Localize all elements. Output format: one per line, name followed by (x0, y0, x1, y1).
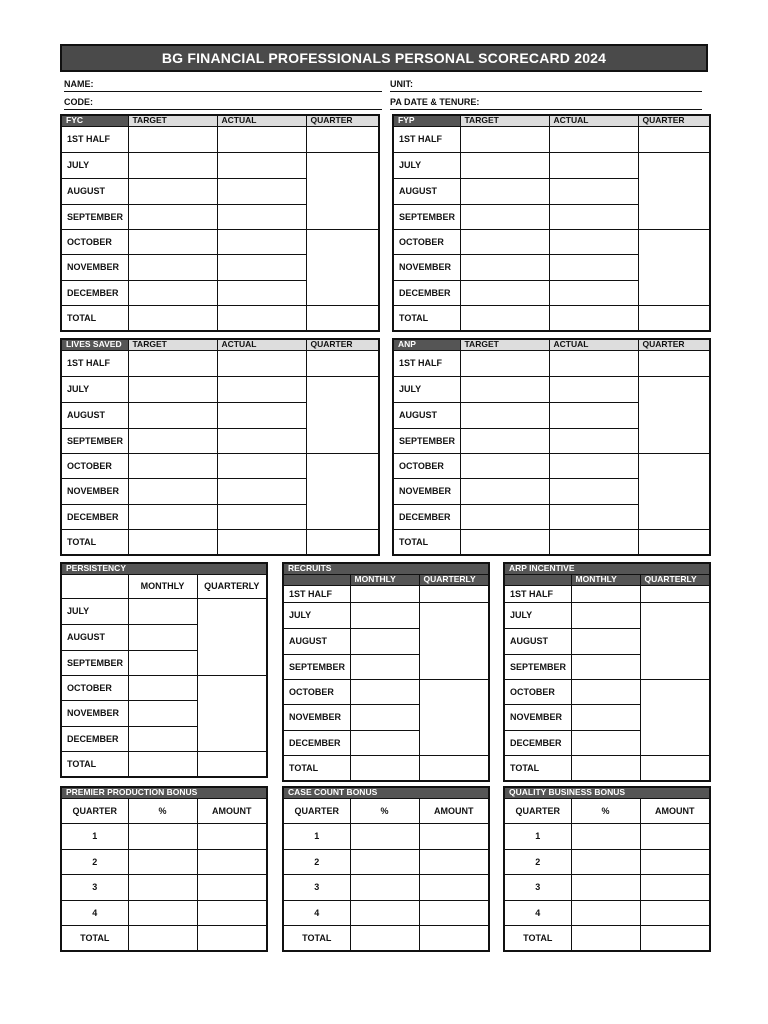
row-label: DECEMBER (504, 730, 571, 755)
fyc-header: FYC (61, 115, 128, 126)
target-header: TARGET (460, 339, 549, 350)
percent-cell[interactable] (128, 874, 197, 900)
quarterly-cell[interactable] (640, 602, 710, 679)
target-cell[interactable] (460, 453, 549, 478)
amount-header: AMOUNT (419, 798, 489, 823)
actual-header: ACTUAL (549, 115, 638, 126)
quarterly-cell[interactable] (197, 751, 267, 777)
percent-cell[interactable] (571, 823, 640, 849)
target-cell[interactable] (128, 280, 217, 305)
row-label: TOTAL (61, 529, 128, 555)
page-title: BG FINANCIAL PROFESSIONALS PERSONAL SCORECARD 2024 (60, 44, 708, 72)
quarter-cell[interactable] (306, 350, 379, 376)
blank-cell (61, 574, 128, 598)
amount-cell[interactable] (419, 925, 489, 951)
target-cell[interactable] (460, 280, 549, 305)
target-cell[interactable] (128, 453, 217, 478)
target-cell[interactable] (128, 428, 217, 453)
quarter-cell[interactable] (638, 229, 710, 305)
row-label: TOTAL (283, 755, 350, 781)
target-cell[interactable] (460, 178, 549, 204)
quarter-number: 4 (61, 900, 128, 925)
target-cell[interactable] (460, 402, 549, 428)
row-label: SEPTEMBER (393, 204, 460, 229)
actual-cell[interactable] (549, 402, 638, 428)
monthly-cell[interactable] (350, 654, 419, 679)
monthly-cell[interactable] (128, 700, 197, 726)
actual-cell[interactable] (217, 204, 306, 229)
monthly-cell[interactable] (128, 624, 197, 650)
row-label: DECEMBER (283, 730, 350, 755)
actual-cell[interactable] (217, 529, 306, 555)
quarter-cell[interactable] (306, 453, 379, 529)
actual-cell[interactable] (549, 229, 638, 254)
monthly-cell[interactable] (571, 654, 640, 679)
target-cell[interactable] (128, 305, 217, 331)
actual-header: ACTUAL (549, 339, 638, 350)
row-label: OCTOBER (61, 229, 128, 254)
total-label: TOTAL (504, 925, 571, 951)
quarterly-cell[interactable] (197, 598, 267, 675)
target-cell[interactable] (460, 152, 549, 178)
row-label: AUGUST (61, 178, 128, 204)
total-label: TOTAL (283, 925, 350, 951)
quarter-cell[interactable] (306, 376, 379, 453)
amount-cell[interactable] (419, 823, 489, 849)
quarter-header: QUARTER (283, 798, 350, 823)
row-label: 1ST HALF (61, 126, 128, 152)
quarter-header: QUARTER (61, 798, 128, 823)
quarter-cell[interactable] (306, 305, 379, 331)
quarter-cell[interactable] (638, 126, 710, 152)
quarterly-cell[interactable] (640, 755, 710, 781)
quarter-cell[interactable] (306, 126, 379, 152)
quarter-cell[interactable] (638, 453, 710, 529)
actual-cell[interactable] (217, 305, 306, 331)
percent-header: % (128, 798, 197, 823)
row-label: NOVEMBER (393, 478, 460, 504)
percent-header: % (571, 798, 640, 823)
target-cell[interactable] (128, 478, 217, 504)
monthly-header: MONTHLY (571, 574, 640, 585)
monthly-cell[interactable] (128, 598, 197, 624)
target-cell[interactable] (460, 254, 549, 280)
monthly-header: MONTHLY (128, 574, 197, 598)
monthly-cell[interactable] (128, 751, 197, 777)
percent-cell[interactable] (350, 925, 419, 951)
actual-cell[interactable] (217, 504, 306, 529)
quarterly-cell[interactable] (640, 679, 710, 755)
row-label: AUGUST (61, 402, 128, 428)
target-cell[interactable] (460, 504, 549, 529)
quarter-number: 3 (504, 874, 571, 900)
target-cell[interactable] (128, 178, 217, 204)
actual-cell[interactable] (217, 178, 306, 204)
monthly-cell[interactable] (350, 628, 419, 654)
row-label: DECEMBER (393, 280, 460, 305)
actual-cell[interactable] (549, 152, 638, 178)
target-cell[interactable] (128, 376, 217, 402)
target-cell[interactable] (128, 504, 217, 529)
target-cell[interactable] (460, 126, 549, 152)
monthly-cell[interactable] (571, 730, 640, 755)
quarter-number: 3 (283, 874, 350, 900)
row-label: NOVEMBER (283, 704, 350, 730)
premier-production-bonus-header: PREMIER PRODUCTION BONUS (61, 787, 267, 798)
quarterly-cell[interactable] (419, 602, 489, 679)
quality-business-bonus-table (503, 786, 711, 952)
row-label: SEPTEMBER (61, 428, 128, 453)
quarter-header: QUARTER (638, 339, 710, 350)
target-cell[interactable] (460, 428, 549, 453)
actual-cell[interactable] (217, 350, 306, 376)
target-cell[interactable] (128, 152, 217, 178)
fyc-table (60, 114, 380, 332)
quality-business-bonus-header: QUALITY BUSINESS BONUS (504, 787, 710, 798)
quarter-number: 4 (504, 900, 571, 925)
actual-cell[interactable] (549, 305, 638, 331)
monthly-cell[interactable] (571, 585, 640, 602)
actual-cell[interactable] (217, 428, 306, 453)
blank-cell (283, 574, 350, 585)
row-label: JULY (61, 152, 128, 178)
quarter-cell[interactable] (306, 152, 379, 229)
monthly-cell[interactable] (350, 755, 419, 781)
row-label: NOVEMBER (393, 254, 460, 280)
monthly-cell[interactable] (350, 730, 419, 755)
amount-cell[interactable] (640, 823, 710, 849)
target-cell[interactable] (460, 529, 549, 555)
lives-saved-table (60, 338, 380, 556)
quarterly-cell[interactable] (419, 679, 489, 755)
quarterly-cell[interactable] (419, 755, 489, 781)
target-cell[interactable] (128, 350, 217, 376)
premier-production-bonus-table (60, 786, 268, 952)
row-label: JULY (504, 602, 571, 628)
case-count-bonus-table (282, 786, 490, 952)
quarter-cell[interactable] (638, 376, 710, 453)
row-label: OCTOBER (283, 679, 350, 704)
target-cell[interactable] (460, 204, 549, 229)
lives-saved-header: LIVES SAVED (61, 339, 128, 350)
percent-cell[interactable] (128, 925, 197, 951)
target-cell[interactable] (460, 229, 549, 254)
row-label: DECEMBER (61, 504, 128, 529)
actual-cell[interactable] (549, 204, 638, 229)
row-label: SEPTEMBER (61, 204, 128, 229)
monthly-cell[interactable] (350, 679, 419, 704)
quarter-number: 2 (283, 849, 350, 874)
code-field[interactable] (64, 96, 382, 110)
row-label: OCTOBER (61, 453, 128, 478)
actual-cell[interactable] (549, 280, 638, 305)
quarter-header: QUARTER (306, 339, 379, 350)
quarter-number: 3 (61, 874, 128, 900)
row-label: SEPTEMBER (504, 654, 571, 679)
name-label: NAME: (64, 79, 94, 89)
blank-cell (504, 574, 571, 585)
anp-table (392, 338, 711, 556)
actual-cell[interactable] (549, 504, 638, 529)
percent-cell[interactable] (350, 900, 419, 925)
row-label: NOVEMBER (61, 478, 128, 504)
amount-cell[interactable] (640, 874, 710, 900)
row-label: 1ST HALF (504, 585, 571, 602)
monthly-cell[interactable] (350, 585, 419, 602)
quarterly-header: QUARTERLY (640, 574, 710, 585)
quarter-number: 4 (283, 900, 350, 925)
percent-cell[interactable] (350, 823, 419, 849)
amount-cell[interactable] (419, 874, 489, 900)
percent-cell[interactable] (350, 874, 419, 900)
quarterly-cell[interactable] (640, 585, 710, 602)
actual-cell[interactable] (217, 402, 306, 428)
amount-cell[interactable] (419, 900, 489, 925)
quarter-number: 1 (283, 823, 350, 849)
quarter-cell[interactable] (638, 350, 710, 376)
percent-cell[interactable] (128, 849, 197, 874)
row-label: SEPTEMBER (283, 654, 350, 679)
quarter-number: 2 (61, 849, 128, 874)
monthly-cell[interactable] (128, 726, 197, 751)
actual-cell[interactable] (217, 126, 306, 152)
monthly-cell[interactable] (128, 675, 197, 700)
monthly-cell[interactable] (571, 679, 640, 704)
quarter-number: 1 (504, 823, 571, 849)
persistency-header: PERSISTENCY (61, 563, 267, 574)
amount-cell[interactable] (197, 823, 267, 849)
row-label: 1ST HALF (393, 350, 460, 376)
target-header: TARGET (460, 115, 549, 126)
percent-header: % (350, 798, 419, 823)
persistency-table (60, 562, 268, 778)
pa-date-label: PA DATE & TENURE: (390, 97, 480, 107)
quarter-cell[interactable] (306, 529, 379, 555)
actual-header: ACTUAL (217, 115, 306, 126)
quarterly-header: QUARTERLY (197, 574, 267, 598)
row-label: DECEMBER (61, 280, 128, 305)
row-label: AUGUST (504, 628, 571, 654)
quarterly-cell[interactable] (419, 585, 489, 602)
actual-cell[interactable] (217, 280, 306, 305)
target-cell[interactable] (128, 402, 217, 428)
row-label: 1ST HALF (283, 585, 350, 602)
row-label: JULY (61, 598, 128, 624)
percent-cell[interactable] (350, 849, 419, 874)
row-label: DECEMBER (61, 726, 128, 751)
row-label: TOTAL (504, 755, 571, 781)
monthly-cell[interactable] (128, 650, 197, 675)
target-cell[interactable] (460, 350, 549, 376)
row-label: 1ST HALF (393, 126, 460, 152)
row-label: TOTAL (61, 305, 128, 331)
row-label: AUGUST (61, 624, 128, 650)
percent-cell[interactable] (128, 900, 197, 925)
target-cell[interactable] (128, 126, 217, 152)
quarter-cell[interactable] (638, 529, 710, 555)
actual-cell[interactable] (549, 376, 638, 402)
amount-cell[interactable] (197, 900, 267, 925)
amount-cell[interactable] (197, 849, 267, 874)
row-label: NOVEMBER (61, 700, 128, 726)
amount-cell[interactable] (640, 900, 710, 925)
amount-cell[interactable] (640, 925, 710, 951)
amount-cell[interactable] (419, 849, 489, 874)
monthly-cell[interactable] (350, 704, 419, 730)
actual-cell[interactable] (549, 350, 638, 376)
row-label: OCTOBER (393, 229, 460, 254)
quarter-header: QUARTER (306, 115, 379, 126)
unit-label: UNIT: (390, 79, 413, 89)
quarterly-cell[interactable] (197, 675, 267, 751)
target-cell[interactable] (128, 204, 217, 229)
monthly-cell[interactable] (350, 602, 419, 628)
row-label: OCTOBER (393, 453, 460, 478)
quarter-number: 2 (504, 849, 571, 874)
actual-cell[interactable] (217, 478, 306, 504)
monthly-cell[interactable] (571, 628, 640, 654)
amount-cell[interactable] (640, 849, 710, 874)
arp-incentive-table (503, 562, 711, 782)
target-cell[interactable] (460, 376, 549, 402)
monthly-cell[interactable] (571, 704, 640, 730)
row-label: NOVEMBER (61, 254, 128, 280)
monthly-cell[interactable] (571, 755, 640, 781)
actual-cell[interactable] (549, 178, 638, 204)
fyp-table (392, 114, 711, 332)
actual-cell[interactable] (217, 453, 306, 478)
quarter-number: 1 (61, 823, 128, 849)
row-label: 1ST HALF (61, 350, 128, 376)
target-cell[interactable] (460, 305, 549, 331)
amount-header: AMOUNT (640, 798, 710, 823)
pa-date-field[interactable] (390, 96, 702, 110)
quarter-cell[interactable] (638, 152, 710, 229)
row-label: DECEMBER (393, 504, 460, 529)
percent-cell[interactable] (571, 874, 640, 900)
row-label: JULY (283, 602, 350, 628)
percent-cell[interactable] (571, 925, 640, 951)
target-cell[interactable] (460, 478, 549, 504)
quarter-header: QUARTER (504, 798, 571, 823)
actual-cell[interactable] (549, 529, 638, 555)
amount-header: AMOUNT (197, 798, 267, 823)
target-cell[interactable] (128, 529, 217, 555)
row-label: JULY (393, 152, 460, 178)
row-label: OCTOBER (504, 679, 571, 704)
actual-cell[interactable] (217, 152, 306, 178)
actual-header: ACTUAL (217, 339, 306, 350)
anp-header: ANP (393, 339, 460, 350)
percent-cell[interactable] (128, 823, 197, 849)
target-cell[interactable] (128, 254, 217, 280)
quarterly-header: QUARTERLY (419, 574, 489, 585)
row-label: OCTOBER (61, 675, 128, 700)
monthly-header: MONTHLY (350, 574, 419, 585)
row-label: AUGUST (393, 178, 460, 204)
actual-cell[interactable] (217, 376, 306, 402)
actual-cell[interactable] (549, 478, 638, 504)
row-label: TOTAL (393, 529, 460, 555)
amount-cell[interactable] (197, 874, 267, 900)
row-label: JULY (393, 376, 460, 402)
arp-incentive-header: ARP INCENTIVE (504, 563, 710, 574)
row-label: TOTAL (61, 751, 128, 777)
quarter-cell[interactable] (638, 305, 710, 331)
recruits-table (282, 562, 490, 782)
actual-cell[interactable] (217, 229, 306, 254)
total-label: TOTAL (61, 925, 128, 951)
amount-cell[interactable] (197, 925, 267, 951)
quarter-cell[interactable] (306, 229, 379, 305)
row-label: TOTAL (393, 305, 460, 331)
name-field[interactable] (64, 78, 382, 92)
row-label: SEPTEMBER (61, 650, 128, 675)
target-header: TARGET (128, 115, 217, 126)
target-header: TARGET (128, 339, 217, 350)
case-count-bonus-header: CASE COUNT BONUS (283, 787, 489, 798)
code-label: CODE: (64, 97, 93, 107)
unit-field[interactable] (390, 78, 702, 92)
recruits-header: RECRUITS (283, 563, 489, 574)
actual-cell[interactable] (217, 254, 306, 280)
percent-cell[interactable] (571, 900, 640, 925)
percent-cell[interactable] (571, 849, 640, 874)
actual-cell[interactable] (549, 453, 638, 478)
fyp-header: FYP (393, 115, 460, 126)
row-label: SEPTEMBER (393, 428, 460, 453)
monthly-cell[interactable] (571, 602, 640, 628)
actual-cell[interactable] (549, 126, 638, 152)
quarter-header: QUARTER (638, 115, 710, 126)
row-label: JULY (61, 376, 128, 402)
target-cell[interactable] (128, 229, 217, 254)
actual-cell[interactable] (549, 254, 638, 280)
row-label: AUGUST (393, 402, 460, 428)
row-label: NOVEMBER (504, 704, 571, 730)
actual-cell[interactable] (549, 428, 638, 453)
row-label: AUGUST (283, 628, 350, 654)
